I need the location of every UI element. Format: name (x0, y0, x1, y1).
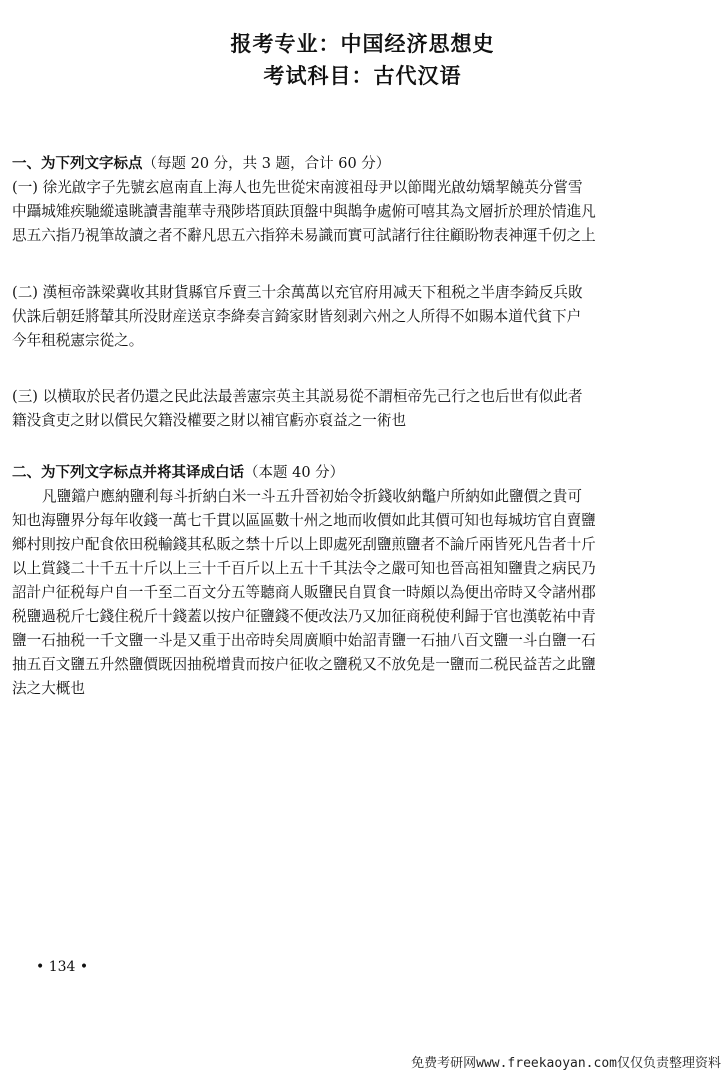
passage-4-line: 詔計户征税每户自一千至二百文分五等聽商人販鹽民自買食一時頗以為便出帝時又令諸州郡 (12, 584, 596, 601)
passage-1-line: 中躡城雉疾馳縱遠眺讀書龍華寺飛陟塔頂趺頂盤中與鵲争處俯可嘻其為文層折於理於情進凡 (12, 203, 596, 220)
passage-2-line: 今年租税憲宗從之。 (12, 332, 144, 349)
section-2-score-note: （本题 40 分） (244, 465, 345, 481)
section-1-score-note: （每题 20 分，共 3 题，合计 60 分） (142, 156, 391, 172)
source-watermark-footer: 免费考研网www.freekaoyan.com仅仅负责整理资料 (411, 1056, 721, 1071)
exam-major-title: 报考专业：中国经济思想史 (230, 32, 495, 56)
section-2-heading (12, 461, 712, 482)
passage-4-line: 鄉村則按户配食依田税輸錢其私販之禁十斤以上即處死刮鹽煎鹽者不論斤兩皆死凡告者十斤 (12, 536, 596, 553)
passage-4-line: 税鹽過税斤七錢住税斤十錢蓋以按户征鹽錢不便改法乃又加征商税使利歸于官也漢乾祐中青 (12, 608, 596, 625)
section-1-heading (12, 152, 712, 173)
passage-4-line: 法之大概也 (12, 680, 85, 697)
passage-4-line: 鹽一石抽税一千文鹽一斗是又重于出帝時矣周廣順中始詔青鹽一石抽八百文鹽一斗白鹽一石 (12, 632, 596, 649)
section-1-heading-text: 一、为下列文字标点 (12, 156, 143, 172)
section-2-heading-text: 二、为下列文字标点并将其译成白话 (12, 465, 244, 481)
passage-4-line: 抽五百文鹽五升然鹽價既因抽税增貴而按户征收之鹽税又不放免是一鹽而二税民益苦之此鹽 (12, 656, 596, 673)
passage-2-line: 伏誅后朝廷將輦其所没財産送京李絳奏言錡家財皆刻剥六州之人所得不如賜本道代貧下户 (12, 308, 582, 325)
passage-3-line: (三) 以横取於民者仍還之民此法最善憲宗英主其説易從不謂桓帝先己行之也后世有似此者 (12, 388, 583, 405)
passage-4-line: 凡鹽鐺户應納鹽利每斗折納白米一斗五升晉初始令折錢收納鼈户所納如此鹽價之貴可 (42, 488, 582, 505)
page-number: • 134 • (36, 959, 89, 975)
passage-1-line: (一) 徐光啟字子先號玄扈南直上海人也先世從宋南渡祖母尹以節聞光啟幼矯挈饒英分嘗雪 (12, 179, 583, 196)
passage-4-line: 知也海鹽界分每年收錢一萬七千貫以區區數十州之地而收價如此其價可知也每城坊官自賣鹽 (12, 512, 596, 529)
passage-4-line: 以上賞錢二十千五十斤以上三十千百斤以上五十千其法令之嚴可知也晉高祖知鹽貴之病民乃 (12, 560, 596, 577)
exam-subject-title: 考试科目：古代汉语 (263, 64, 462, 88)
passage-3-line: 籍没貪吏之財以償民欠籍没權要之財以補官虧亦裒益之一術也 (12, 412, 407, 429)
passage-1-line: 思五六指乃視筆故讀之者不辭凡思五六指猝未易識而實可試諸行往往顧盼物表神運千仞之上 (12, 227, 596, 244)
passage-2-line: (二) 漢桓帝誅梁冀收其財貨縣官斥賣三十余萬萬以充官府用减天下租税之半唐李錡反兵敗 (12, 284, 583, 301)
